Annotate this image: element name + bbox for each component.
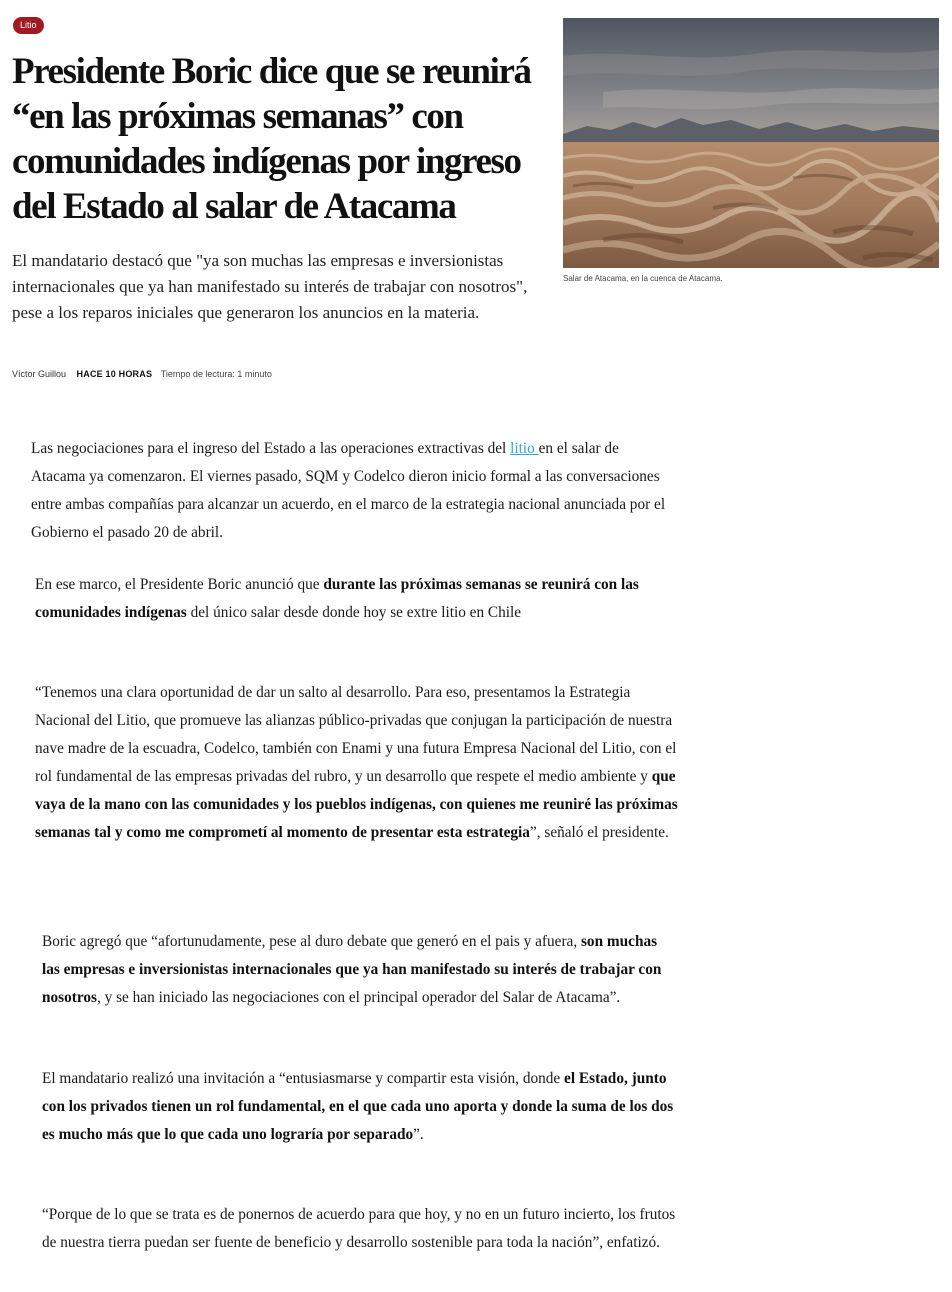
- article-dek: El mandatario destacó que "ya son muchas las empresas e inversionistas internacionales que ya han manifestado su interés de trabajar con nosotros", pese a los reparos iniciales que generaron los anuncios en la materia.: [12, 251, 528, 322]
- paragraph-bold-text: que vaya de la mano con las comunidades y los pueblos indígenas, con quienes me reuniré las próximas semanas tal y como me comprometí al momento de presentar esta estrategia: [35, 768, 678, 841]
- paragraph-text: del único salar desde donde hoy se extre litio en Chile: [186, 604, 522, 621]
- paragraph-text: “Tenemos una clara oportunidad de dar un salto al desarrollo. Para eso, presentamos la Estrategia Nacional del Litio, que promueve las alianzas público-privadas que conjugan la participación de nuestra nave madre de la escuadra, Codelco, también con Enami y una futura Empresa Nacional del Litio, con el rol fundamental de las empresas privadas del rubro, y un desarrollo que respete el medio ambiente y: [35, 684, 677, 785]
- paragraph-bold-text: son muchas las empresas e inversionistas internacionales que ya han manifestado su interés de trabajar con nosotros: [42, 933, 662, 1006]
- photo-caption: Salar de Atacama, en la cuenca de Atacama.: [563, 274, 723, 283]
- author-name[interactable]: Víctor Guillou: [12, 369, 67, 379]
- article-paragraph: [31, 435, 671, 547]
- article-paragraph: [42, 1201, 682, 1257]
- article-header: [0, 0, 952, 400]
- publish-time: HACE 10 HORAS: [76, 369, 153, 379]
- reading-time: Tiempo de lectura: 1 minuto: [160, 369, 272, 379]
- paragraph-text: “Porque de lo que se trata es de ponernos de acuerdo para que hoy, y no en un futuro incierto, los frutos de nuestra tierra puedan ser fuente de beneficio y desarrollo sostenible para toda la nación”, enfatizó.: [42, 1206, 676, 1251]
- paragraph-text: ”.: [413, 1126, 424, 1143]
- paragraph-bold-text: durante las próximas semanas se reunirá con las comunidades indígenas: [35, 576, 639, 621]
- article-paragraph: [42, 928, 672, 1012]
- byline: [12, 367, 552, 381]
- paragraph-bold-text: el Estado, junto con los privados tienen un rol fundamental, en el que cada uno aporta y donde la suma de los dos es mucho más que lo que cada uno lograría por separado: [42, 1070, 674, 1143]
- paragraph-text: Boric agregó que “afortunudamente, pese al duro debate que generó en el pais y afuera,: [42, 933, 581, 950]
- paragraph-text: ”, señaló el presidente.: [529, 824, 669, 841]
- litio-link[interactable]: litio: [510, 440, 539, 457]
- article-headline: Presidente Boric dice que se reunirá “en las próximas semanas” con comunidades indígenas por ingreso del Estado al salar de Atacama: [12, 51, 531, 227]
- paragraph-text: Las negociaciones para el ingreso del Estado a las operaciones extractivas del: [31, 440, 511, 457]
- article-paragraph: [42, 1065, 682, 1149]
- paragraph-text: en el salar de Atacama ya comenzaron. El viernes pasado, SQM y Codelco dieron inicio formal a las conversaciones entre ambas compañías para alcanzar un acuerdo, en el marco de la estrategia nacional anunciada por el Gobierno el pasado 20 de abril.: [31, 440, 666, 541]
- article-paragraph: [35, 571, 675, 627]
- article-photo[interactable]: [563, 18, 939, 268]
- salt-flat-image: [563, 18, 939, 268]
- category-tag[interactable]: Litio: [13, 17, 44, 34]
- article-paragraph: [35, 679, 680, 847]
- paragraph-text: En ese marco, el Presidente Boric anunció que: [35, 576, 324, 593]
- sky: [563, 18, 939, 144]
- paragraph-text: , y se han iniciado las negociaciones con el principal operador del Salar de Atacama”.: [96, 989, 621, 1006]
- paragraph-text: El mandatario realizó una invitación a “entusiasmarse y compartir esta visión, donde: [42, 1070, 565, 1087]
